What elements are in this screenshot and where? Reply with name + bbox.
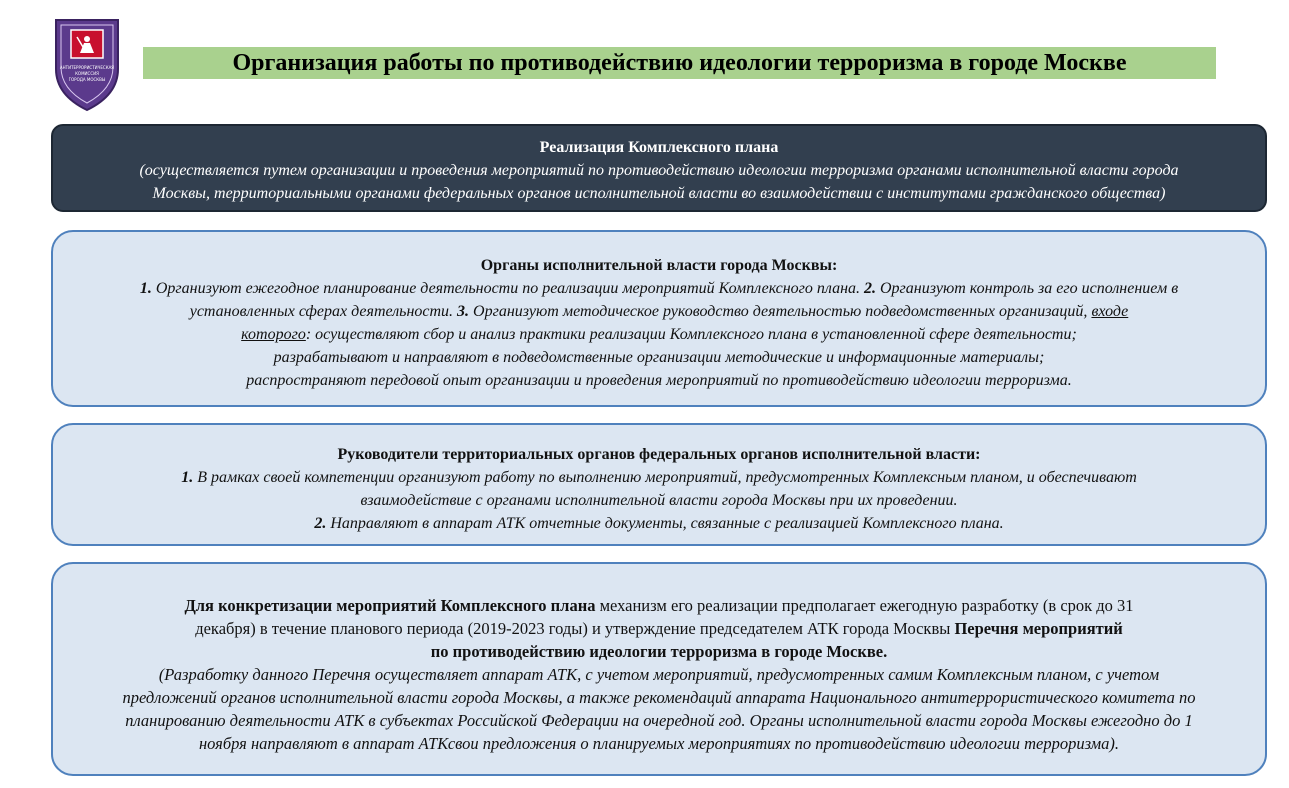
executive-bodies-line-3 [53, 323, 1265, 346]
executive-bodies-line-4: разрабатывают и направляют в подведомственные организации методические и информационные материалы; [273, 349, 1045, 366]
page-title: Организация работы по противодействию идеологии терроризма в городе Москве [232, 49, 1127, 76]
emblem-text-3: ГОРОДА МОСКВЫ [68, 77, 106, 82]
item-number: 3. [457, 303, 470, 320]
specification-note-1: (Разработку данного Перечня осуществляет аппарат АТК, с учетом мероприятий, предусмотренных самим Комплексным планом, с учетом [158, 665, 1160, 684]
item-text: Организуют контроль за его исполнением в [876, 280, 1179, 297]
complex-plan-line-1: (осуществляется путем организации и проведения мероприятий по противодействию идеологии терроризма органами исполнительной власти города [139, 162, 1179, 179]
specification-line-1 [53, 594, 1265, 617]
item-text: Направляют в аппарат АТК отчетные документы, связанные с реализацией Комплексного плана. [326, 515, 1004, 532]
item-text: установленных сферах деятельности. [189, 303, 458, 320]
executive-bodies-line-5: распространяют передовой опыт организации и проведения мероприятий по противодействию идеологии терроризма. [246, 372, 1072, 389]
complex-plan-heading: Реализация Комплексного плана [539, 139, 779, 156]
specification-note-2: предложений органов исполнительной власти города Москвы, а также рекомендаций аппарата Национального антитеррористического комитета по [122, 688, 1196, 707]
bold-text: Перечня мероприятий [954, 619, 1123, 638]
item-number: 1. [139, 280, 152, 297]
specification-line-3: по противодействию идеологии терроризма в городе Москве. [430, 642, 888, 661]
specification-note-4: ноября направляют в аппарат АТКсвои предложения о планируемых мероприятиях по противодействию идеологии терроризма). [198, 734, 1120, 753]
bold-text: Для конкретизации мероприятий Комплексного плана [184, 596, 596, 615]
federal-heads-line-3 [53, 512, 1265, 535]
emblem-text-1: АНТИТЕРРОРИСТИЧЕСКАЯ [59, 65, 115, 70]
item-number: 2. [314, 515, 327, 532]
federal-heads-heading: Руководители территориальных органов федеральных органов исполнительной власти: [337, 446, 981, 463]
complex-plan-box [51, 124, 1267, 212]
executive-bodies-box [51, 230, 1267, 407]
complex-plan-line-2: Москвы, территориальными органами федеральных органов исполнительной власти во взаимодействии с институтами гражданского общества) [152, 185, 1166, 202]
emblem-text-2: КОМИССИЯ [75, 71, 99, 76]
executive-bodies-heading: Органы исполнительной власти города Москвы: [480, 257, 838, 274]
specification-line-2 [53, 617, 1265, 640]
specification-box [51, 562, 1267, 776]
federal-heads-line-2: взаимодействие с органами исполнительной власти города Москвы при их проведении. [360, 492, 958, 509]
executive-bodies-line-1 [53, 277, 1265, 300]
item-number: 1. [181, 469, 194, 486]
item-text: : осуществляют сбор и анализ практики реализации Комплексного плана в установленной сфере деятельности; [305, 326, 1077, 343]
item-text: Организуют ежегодное планирование деятельности по реализации мероприятий Комплексного плана. [151, 280, 864, 297]
executive-bodies-line-2 [53, 300, 1265, 323]
item-text: Организуют методическое руководство деятельностью подведомственных организаций, [469, 303, 1092, 320]
regular-text: механизм его реализации предполагает ежегодную разработку (в срок до 31 [595, 596, 1134, 615]
item-number: 2. [864, 280, 876, 297]
shield-icon [52, 17, 122, 113]
federal-heads-box [51, 423, 1267, 546]
regular-text: декабря) в течение планового периода (2019-2023 годы) и утверждение председателем АТК города Москвы [195, 619, 955, 638]
atk-emblem [52, 17, 122, 113]
specification-note-3: планированию деятельности АТК в субъектах Российской Федерации на очередной год. Органы исполнительной власти города Москвы ежегодно до 1 [125, 711, 1193, 730]
federal-heads-line-1 [53, 466, 1265, 489]
underlined-text: входе [1091, 303, 1129, 320]
page-title-bar [143, 47, 1216, 79]
item-text: В рамках своей компетенции организуют работу по выполнению мероприятий, предусмотренных Комплексным планом, и обеспечивают [193, 469, 1137, 486]
underlined-text: которого [241, 326, 306, 343]
